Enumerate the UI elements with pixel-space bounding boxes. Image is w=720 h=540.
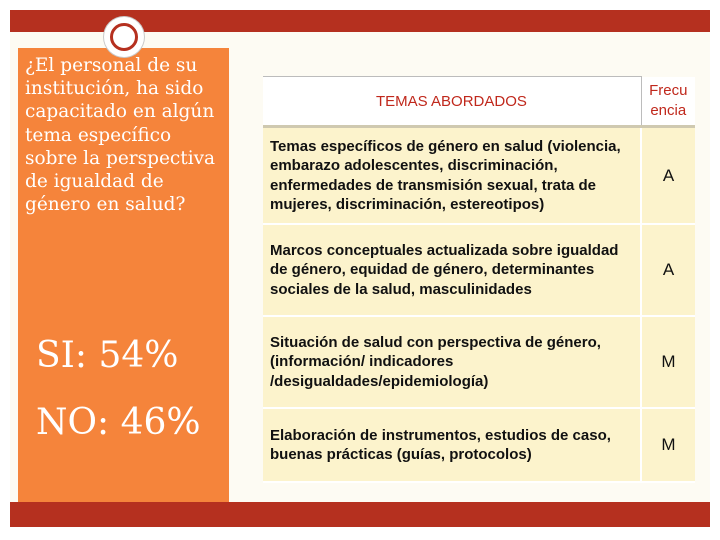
- ring-icon: [104, 17, 144, 57]
- table-row: [263, 408, 695, 482]
- topics-table-container: [263, 76, 695, 483]
- survey-question: ¿El personal de su institución, ha sido capacitado en algún tema específico sobre la perspectiva de igualdad de género en salud?: [25, 55, 216, 216]
- result-yes: SI: 54%: [36, 335, 179, 376]
- frequency-cell: M: [641, 316, 695, 408]
- result-no: NO: 46%: [36, 402, 201, 443]
- frequency-cell: A: [641, 224, 695, 316]
- header-frecuencia-text: Frecuencia: [649, 81, 688, 119]
- frequency-cell: A: [641, 127, 695, 225]
- topic-cell: Situación de salud con perspectiva de género, (información/ indicadores /desigualdades/epidemiología): [263, 316, 641, 408]
- table-header-row: [263, 77, 695, 127]
- topics-table: [263, 76, 695, 483]
- header-frecuencia: [641, 77, 695, 127]
- table-row: [263, 316, 695, 408]
- table-row: [263, 224, 695, 316]
- topic-cell: Temas específicos de género en salud (violencia, embarazo adolescentes, discriminación, enfermedades de transmisión sexual, trata de mujeres, discriminación, estereotipos): [263, 127, 641, 225]
- frequency-cell: M: [641, 408, 695, 482]
- topic-cell: Marcos conceptuales actualizada sobre igualdad de género, equidad de género, determinantes sociales de la salud, masculinidades: [263, 224, 641, 316]
- header-temas: TEMAS ABORDADOS: [263, 77, 641, 127]
- slide-bottom-bar: [10, 502, 710, 527]
- topic-cell: Elaboración de instrumentos, estudios de caso, buenas prácticas (guías, protocolos): [263, 408, 641, 482]
- table-row: [263, 127, 695, 225]
